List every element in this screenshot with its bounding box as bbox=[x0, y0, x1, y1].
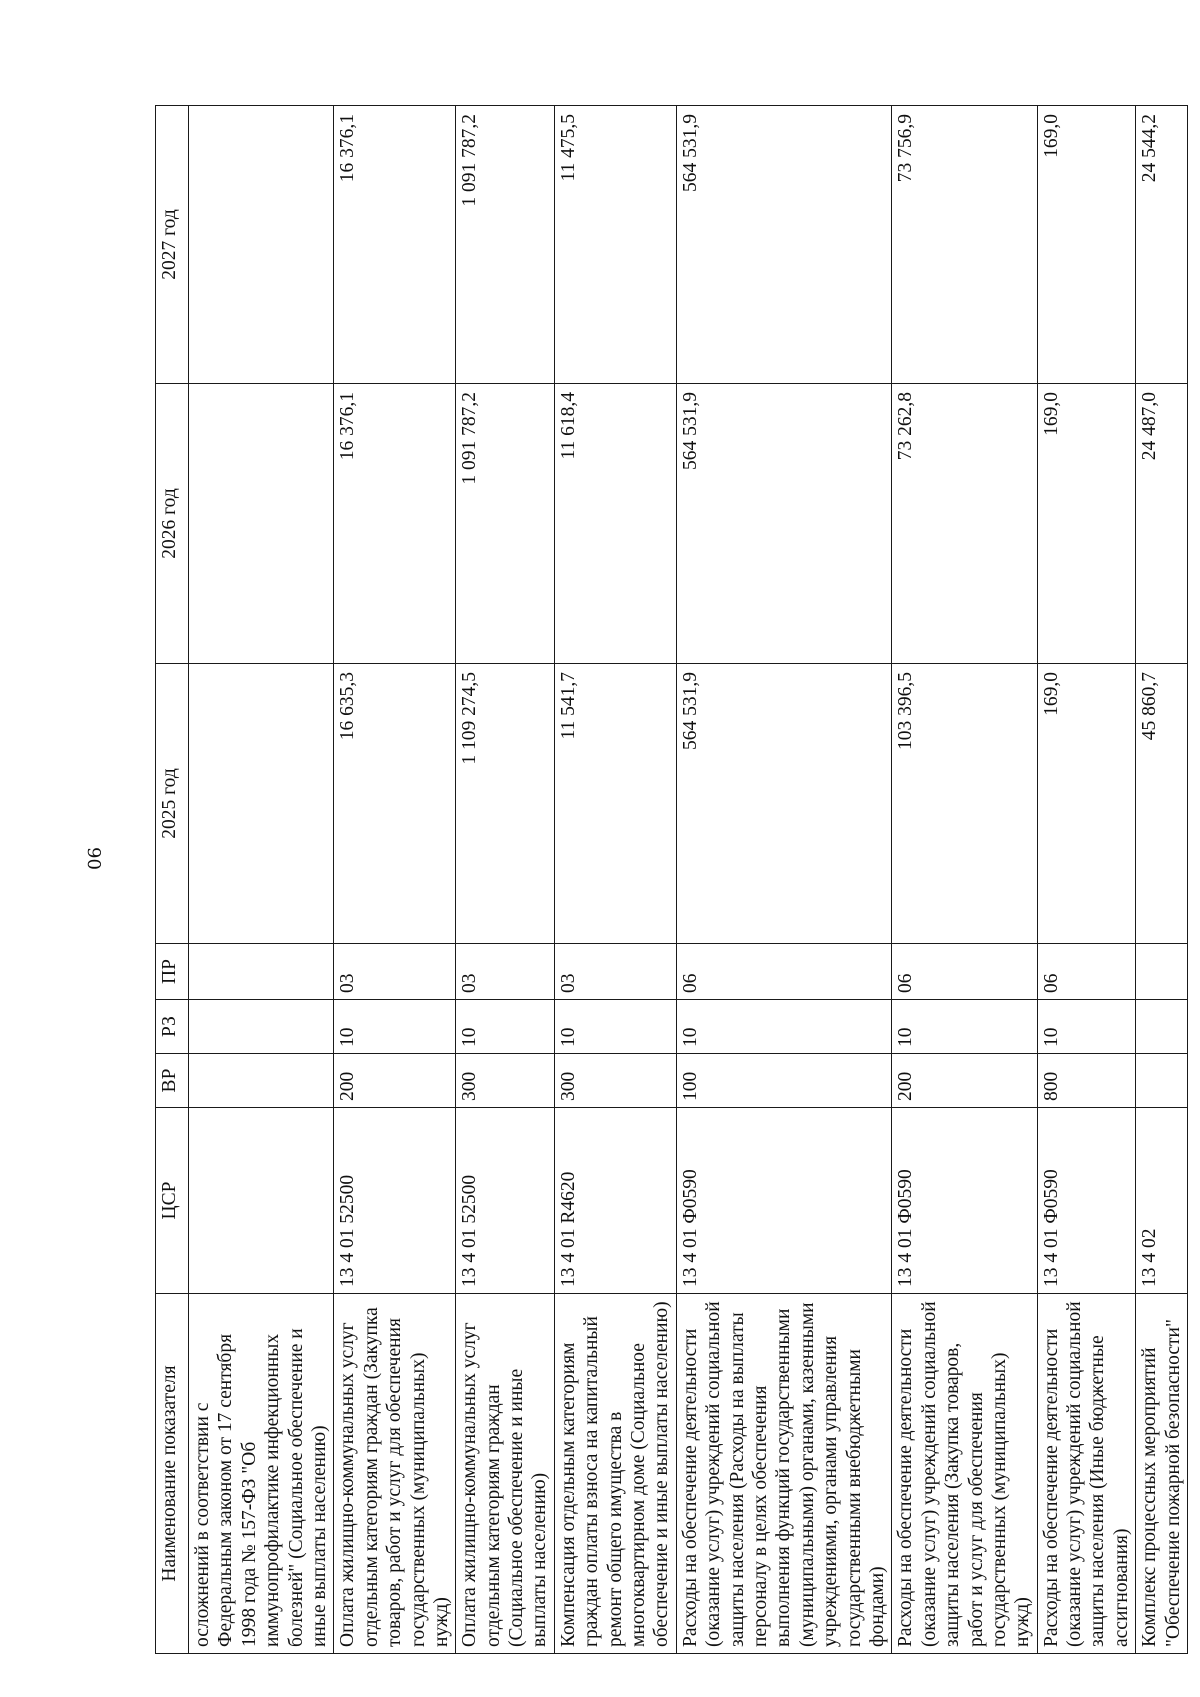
row-rz bbox=[1136, 1000, 1188, 1054]
row-2025: 103 396,5 bbox=[892, 664, 1037, 944]
row-2026: 564 531,9 bbox=[676, 384, 892, 664]
row-2025: 11 541,7 bbox=[554, 664, 676, 944]
row-csr: 13 4 02 bbox=[1136, 1108, 1188, 1294]
row-pr: 03 bbox=[554, 944, 676, 1000]
header-csr: ЦСР bbox=[156, 1108, 189, 1294]
row-rz bbox=[189, 1000, 334, 1054]
table-row bbox=[554, 106, 676, 1654]
row-vr bbox=[1136, 1054, 1188, 1108]
row-2027 bbox=[189, 106, 334, 384]
header-vr: ВР bbox=[156, 1054, 189, 1108]
row-vr: 300 bbox=[456, 1054, 555, 1108]
row-pr: 03 bbox=[456, 944, 555, 1000]
table-row bbox=[456, 106, 555, 1654]
table-header bbox=[156, 106, 189, 1654]
row-name: Компенсация отдельным категориям граждан оплаты взноса на капитальный ремонт общего имущества в многоквартирном доме (Социальное обеспечение и иные выплаты населению) bbox=[554, 1294, 676, 1654]
header-row bbox=[156, 106, 189, 1654]
table-row bbox=[676, 106, 892, 1654]
row-csr: 13 4 01 R4620 bbox=[554, 1108, 676, 1294]
row-2026: 1 091 787,2 bbox=[456, 384, 555, 664]
row-pr: 06 bbox=[892, 944, 1037, 1000]
header-2026: 2026 год bbox=[156, 384, 189, 664]
row-pr bbox=[189, 944, 334, 1000]
row-name: Расходы на обеспечение деятельности (оказание услуг) учреждений социальной защиты населения (Иные бюджетные ассигнования) bbox=[1037, 1294, 1136, 1654]
row-rz: 10 bbox=[1037, 1000, 1136, 1054]
table-row bbox=[334, 106, 456, 1654]
row-2026: 24 487,0 bbox=[1136, 384, 1188, 664]
row-2026: 11 618,4 bbox=[554, 384, 676, 664]
row-2027: 564 531,9 bbox=[676, 106, 892, 384]
row-vr bbox=[189, 1054, 334, 1108]
budget-table bbox=[155, 105, 1188, 1654]
header-rz: РЗ bbox=[156, 1000, 189, 1054]
table-row bbox=[1136, 106, 1188, 1654]
row-rz: 10 bbox=[554, 1000, 676, 1054]
row-2025 bbox=[189, 664, 334, 944]
row-name: Расходы на обеспечение деятельности (оказание услуг) учреждений социальной защиты населения (Закупка товаров, работ и услуг для обеспечения государственных (муниципальных) нужд) bbox=[892, 1294, 1037, 1654]
row-2026: 169,0 bbox=[1037, 384, 1136, 664]
header-2025: 2025 год bbox=[156, 664, 189, 944]
row-2027: 73 756,9 bbox=[892, 106, 1037, 384]
row-csr: 13 4 01 Ф0590 bbox=[892, 1108, 1037, 1294]
row-name: Расходы на обеспечение деятельности (оказание услуг) учреждений социальной защиты населения (Расходы на выплаты персоналу в целях обеспечения выполнения функций государственными (муниципальными) органами, казенными учреждениями, органами управления государственными внебюджетными фондами) bbox=[676, 1294, 892, 1654]
row-2026: 73 262,8 bbox=[892, 384, 1037, 664]
page-number: 90 bbox=[82, 847, 104, 870]
row-name: Комплекс процессных мероприятий "Обеспечение пожарной безопасности" bbox=[1136, 1294, 1188, 1654]
row-2027: 169,0 bbox=[1037, 106, 1136, 384]
table-row bbox=[189, 106, 334, 1654]
row-2027: 24 544,2 bbox=[1136, 106, 1188, 384]
row-2025: 16 635,3 bbox=[334, 664, 456, 944]
table-body bbox=[189, 106, 1188, 1654]
row-2027: 16 376,1 bbox=[334, 106, 456, 384]
row-vr: 200 bbox=[892, 1054, 1037, 1108]
row-vr: 800 bbox=[1037, 1054, 1136, 1108]
row-name: Оплата жилищно-коммунальных услуг отдельным категориям граждан (Закупка товаров, работ и услуг для обеспечения государственных (муниципальных) нужд) bbox=[334, 1294, 456, 1654]
row-csr: 13 4 01 52500 bbox=[334, 1108, 456, 1294]
row-pr: 06 bbox=[1037, 944, 1136, 1000]
row-2025: 1 109 274,5 bbox=[456, 664, 555, 944]
row-name: осложнений в соответствии с Федеральным законом от 17 сентября 1998 года № 157-ФЗ "Об иммунопрофилактике инфекционных болезней" (Социальное обеспечение и иные выплаты населению) bbox=[189, 1294, 334, 1654]
row-2026 bbox=[189, 384, 334, 664]
row-rz: 10 bbox=[892, 1000, 1037, 1054]
table-row bbox=[1037, 106, 1136, 1654]
header-name: Наименование показателя bbox=[156, 1294, 189, 1654]
row-2025: 45 860,7 bbox=[1136, 664, 1188, 944]
row-rz: 10 bbox=[676, 1000, 892, 1054]
row-2027: 1 091 787,2 bbox=[456, 106, 555, 384]
row-pr: 03 bbox=[334, 944, 456, 1000]
row-csr: 13 4 01 Ф0590 bbox=[676, 1108, 892, 1294]
table-row bbox=[892, 106, 1037, 1654]
header-2027: 2027 год bbox=[156, 106, 189, 384]
row-vr: 200 bbox=[334, 1054, 456, 1108]
row-2026: 16 376,1 bbox=[334, 384, 456, 664]
row-pr bbox=[1136, 944, 1188, 1000]
row-rz: 10 bbox=[456, 1000, 555, 1054]
header-pr: ПР bbox=[156, 944, 189, 1000]
row-vr: 100 bbox=[676, 1054, 892, 1108]
row-csr bbox=[189, 1108, 334, 1294]
row-csr: 13 4 01 Ф0590 bbox=[1037, 1108, 1136, 1294]
row-csr: 13 4 01 52500 bbox=[456, 1108, 555, 1294]
row-pr: 06 bbox=[676, 944, 892, 1000]
row-rz: 10 bbox=[334, 1000, 456, 1054]
row-2025: 564 531,9 bbox=[676, 664, 892, 944]
row-2027: 11 475,5 bbox=[554, 106, 676, 384]
row-vr: 300 bbox=[554, 1054, 676, 1108]
row-name: Оплата жилищно-коммунальных услуг отдельным категориям граждан (Социальное обеспечение и иные выплаты населению) bbox=[456, 1294, 555, 1654]
rotated-content bbox=[155, 106, 1184, 1654]
rotated-page bbox=[155, 106, 1184, 1654]
row-2025: 169,0 bbox=[1037, 664, 1136, 944]
